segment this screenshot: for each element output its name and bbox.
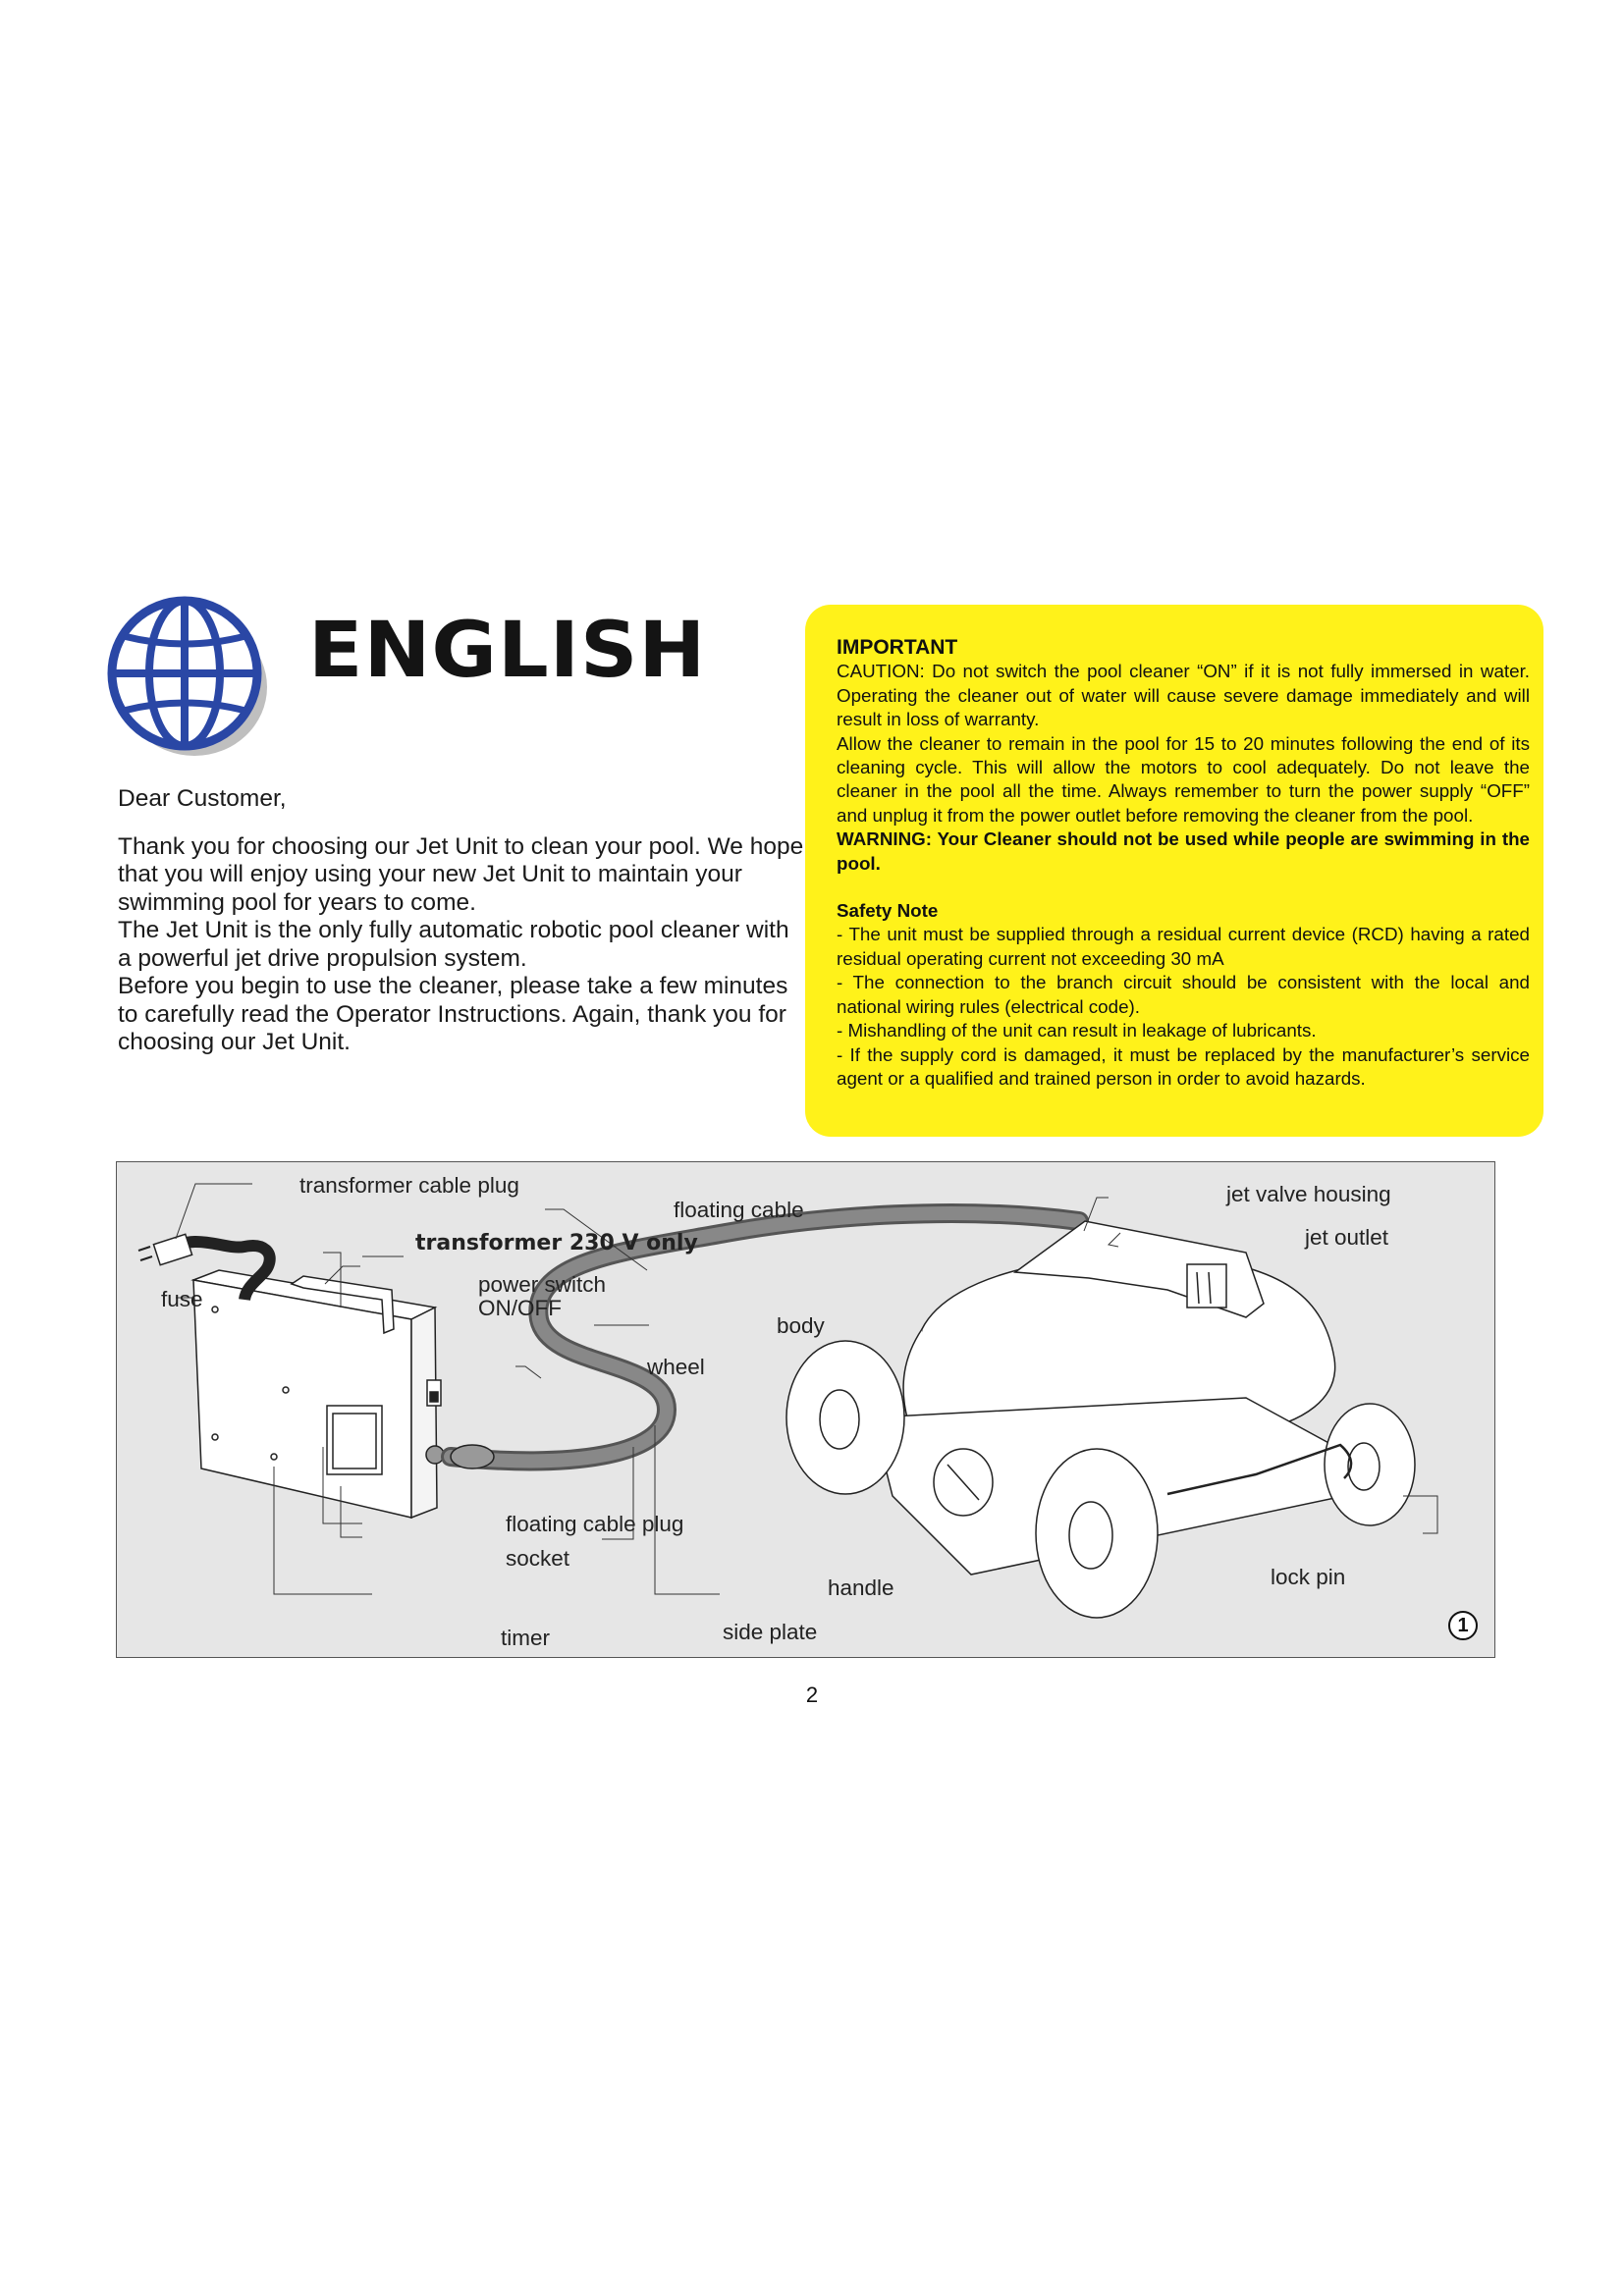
label-wheel: wheel	[647, 1355, 705, 1379]
page-title: ENGLISH	[308, 607, 707, 695]
product-diagram	[116, 1161, 1495, 1658]
caution-text: CAUTION: Do not switch the pool cleaner “ON” if it is not fully immersed in water. Operating the cleaner out of water will cause severe damage immediately and will result in loss of warranty.	[837, 661, 1530, 730]
letter-greeting: Dear Customer,	[118, 785, 287, 812]
label-body: body	[777, 1313, 825, 1338]
safety-note-item: - The connection to the branch circuit should be consistent with the local and national wiring rules (electrical code).	[837, 972, 1530, 1017]
figure-number-badge: 1	[1448, 1611, 1478, 1640]
label-fuse: fuse	[161, 1287, 203, 1311]
safety-note-item: - If the supply cord is damaged, it must be replaced by the manufacturer’s service agent or a qualified and trained person in order to avoid hazards.	[837, 1043, 1530, 1089]
label-floating-cable-plug: floating cable plug	[506, 1512, 684, 1536]
important-notice-box	[805, 605, 1543, 1137]
allow-text: Allow the cleaner to remain in the pool for 15 to 20 minutes following the end of its cleaning cycle. This will allow the motors to cool adequately. Do not leave the cleaner in the pool all the time. Always remember to turn the power supply “OFF” and unplug it from the power outlet before removing the cleaner from the pool.	[837, 732, 1530, 826]
label-transformer: transformer 230 V only	[415, 1231, 698, 1255]
customer-letter	[118, 785, 805, 1057]
letter-paragraph: Before you begin to use the cleaner, please take a few minutes to carefully read the Operator Instructions. Again, thank you for choosing our Jet Unit.	[118, 973, 788, 1055]
letter-paragraph: Thank you for choosing our Jet Unit to clean your pool. We hope that you will enjoy using your new Jet Unit to maintain your swimming pool for years to come.	[118, 832, 804, 916]
safety-note-heading: Safety Note	[837, 900, 939, 922]
page-number: 2	[805, 1682, 819, 1707]
safety-note-item: - Mishandling of the unit can result in leakage of lubricants.	[837, 1020, 1317, 1041]
warning-text: WARNING: Your Cleaner should not be used while people are swimming in the pool.	[837, 828, 1530, 874]
label-power-switch-state: ON/OFF	[478, 1296, 562, 1320]
safety-note-item: - The unit must be supplied through a residual current device (RCD) having a rated residual operating current not exceeding 30 mA	[837, 924, 1530, 969]
label-socket: socket	[506, 1546, 570, 1571]
label-power-switch: power switch	[478, 1272, 607, 1297]
letter-paragraph: The Jet Unit is the only fully automatic robotic pool cleaner with a powerful jet drive propulsion system.	[118, 917, 789, 972]
label-jet-outlet: jet outlet	[1305, 1225, 1389, 1250]
label-side-plate: side plate	[723, 1620, 818, 1644]
label-floating-cable: floating cable	[674, 1198, 804, 1222]
label-lock-pin: lock pin	[1271, 1565, 1346, 1589]
label-jet-valve-housing: jet valve housing	[1226, 1182, 1391, 1206]
label-handle: handle	[828, 1575, 894, 1600]
label-timer: timer	[501, 1626, 550, 1650]
important-heading: IMPORTANT	[837, 636, 958, 659]
globe-icon	[106, 593, 271, 758]
label-transformer-cable-plug: transformer cable plug	[299, 1173, 519, 1198]
